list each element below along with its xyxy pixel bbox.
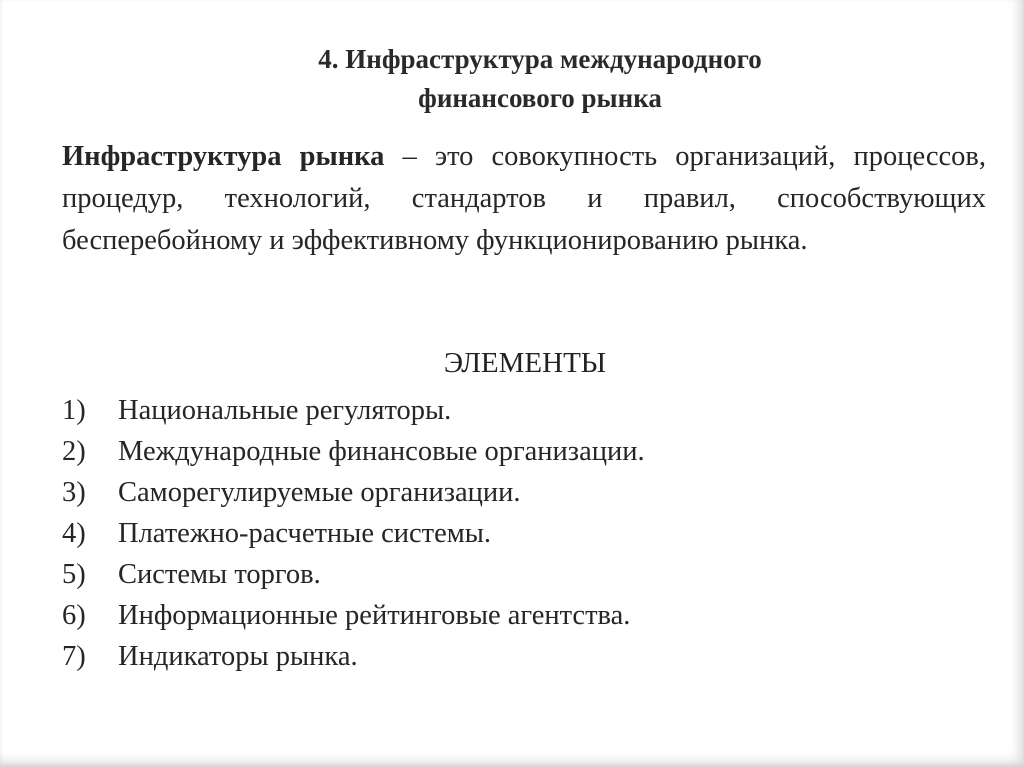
slide-title-line-1: 4. Инфраструктура международного [318, 44, 762, 74]
list-item-number: 4) [62, 518, 86, 549]
list-item-text: Информационные рейтинговые агентства. [118, 600, 631, 631]
list-item-number: 3) [62, 477, 86, 508]
slide-title-line-2: финансового рынка [418, 83, 662, 113]
list-item-number: 1) [62, 395, 86, 426]
list-item-text: Системы торгов. [118, 559, 321, 590]
list-item-number: 6) [62, 600, 86, 631]
definition-paragraph [62, 136, 986, 262]
list-item [62, 390, 962, 431]
list-item [62, 595, 962, 636]
list-item-number: 7) [62, 641, 86, 672]
list-item [62, 513, 962, 554]
list-item-text: Национальные регуляторы. [118, 395, 452, 426]
list-item [62, 472, 962, 513]
definition-term: Инфраструктура рынка [62, 141, 385, 172]
list-item-text: Международные финансовые организации. [118, 436, 645, 467]
slide-title [0, 40, 1024, 118]
list-item-text: Платежно-расчетные системы. [118, 518, 492, 549]
elements-list [62, 390, 962, 677]
list-item-text: Индикаторы рынка. [118, 641, 358, 672]
elements-heading: ЭЛЕМЕНТЫ [443, 347, 607, 379]
list-item-number: 5) [62, 559, 86, 590]
list-item-number: 2) [62, 436, 86, 467]
list-item [62, 636, 962, 677]
list-item [62, 431, 962, 472]
list-item [62, 554, 962, 595]
definition-text: – это совокупность организаций, процессов, процедур, технологий, стандартов и правил, способствующих бесперебойному и эффективному функционированию рынка. [62, 141, 986, 256]
list-item-text: Саморегулируемые организации. [118, 477, 521, 508]
